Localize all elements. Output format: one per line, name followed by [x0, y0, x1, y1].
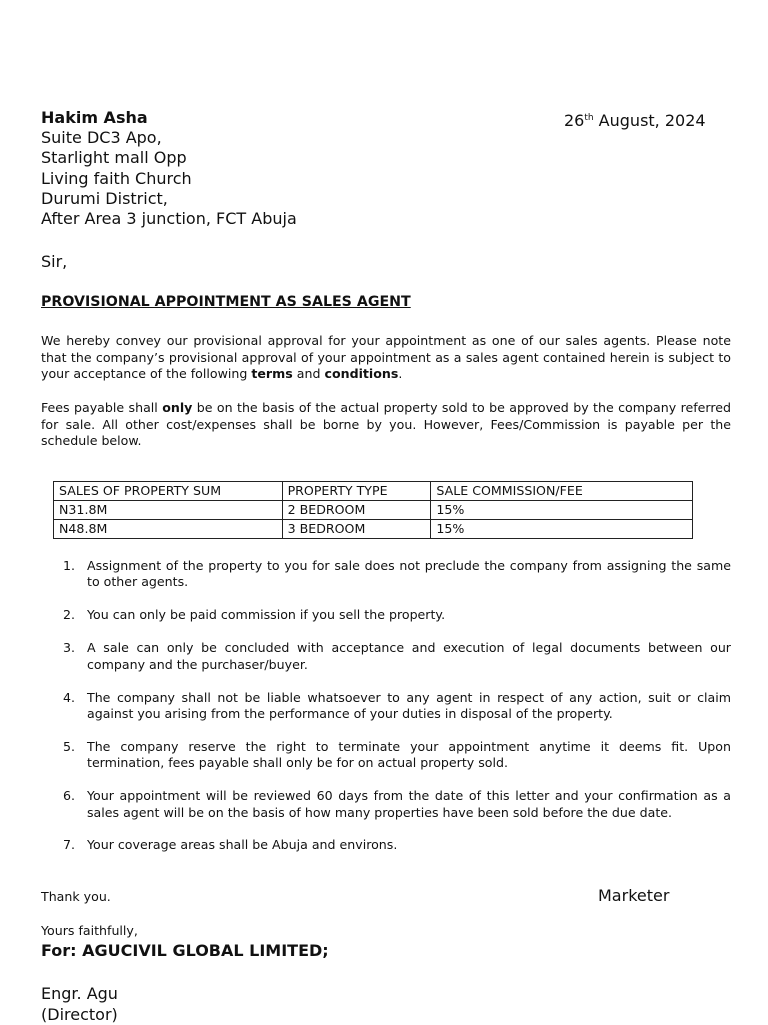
table-header-row [54, 482, 693, 501]
address-line: Starlight mall Opp [41, 148, 187, 168]
commission-table [53, 481, 693, 539]
table-cell: N31.8M [54, 501, 283, 520]
address-line: After Area 3 junction, FCT Abuja [41, 209, 297, 229]
letter-subject: PROVISIONAL APPOINTMENT AS SALES AGENT [41, 294, 411, 310]
company-name: For: AGUCIVIL GLOBAL LIMITED; [41, 941, 329, 960]
list-number: 6. [63, 788, 76, 804]
list-number: 5. [63, 738, 76, 754]
list-item: 6. Your appointment will be reviewed 60 days from the date of this letter and your confirmation as a sales agent will be on the basis of how many properties have been sold before the due date. [63, 788, 731, 820]
intro-paragraph: We hereby convey our provisional approval for your appointment as one of our sales agents. Please note that the company’s provisional approval of your appointment as a sales agent contained herein is subject to your acceptance of the following terms and conditions. [41, 333, 731, 381]
recipient-address-block [41, 108, 297, 229]
table-cell: 15% [431, 520, 693, 539]
table-cell: N48.8M [54, 520, 283, 539]
address-line: Living faith Church [41, 168, 192, 188]
table-header-cell: PROPERTY TYPE [282, 482, 431, 501]
signatory-name: Engr. Agu [41, 984, 118, 1003]
list-number: 2. [63, 607, 76, 623]
marketer-label: Marketer [598, 886, 670, 905]
address-line: Suite DC3 Apo, [41, 128, 162, 148]
closing-thanks: Thank you. [41, 889, 111, 904]
table-cell: 2 BEDROOM [282, 501, 431, 520]
list-item: 1. Assignment of the property to you for sale does not preclude the company from assigning the same to other agents. [63, 558, 731, 590]
address-line: Durumi District, [41, 188, 168, 208]
list-item: 3. A sale can only be concluded with acceptance and execution of legal documents between our company and the purchaser/buyer. [63, 640, 731, 672]
fees-paragraph: Fees payable shall only be on the basis of the actual property sold to be approved by the company referred for sale. All other cost/expenses shall be borne by you. However, Fees/Commission is payable per the schedule below. [41, 400, 731, 448]
table-header-cell: SALES OF PROPERTY SUM [54, 482, 283, 501]
table-header-cell: SALE COMMISSION/FEE [431, 482, 693, 501]
signatory-block [41, 983, 118, 1025]
signatory-title: (Director) [41, 1005, 118, 1024]
list-item: 5. The company reserve the right to terminate your appointment anytime it deems fit. Upon termination, fees payable shall only be for on actual property sold. [63, 738, 731, 771]
table-cell: 3 BEDROOM [282, 520, 431, 539]
list-item: 4. The company shall not be liable whatsoever to any agent in respect of any action, suit or claim against you arising from the performance of your duties in disposal of the property. [63, 689, 731, 721]
list-number: 3. [63, 640, 76, 656]
terms-list [41, 558, 731, 870]
list-number: 7. [63, 837, 76, 853]
letter-date: 26th August, 2024 [564, 111, 706, 130]
list-number: 1. [63, 558, 76, 573]
table-cell: 15% [431, 501, 693, 520]
salutation: Sir, [41, 252, 68, 271]
table-row [54, 501, 693, 520]
list-number: 4. [63, 689, 76, 705]
closing-yours: Yours faithfully, [41, 923, 138, 938]
recipient-name: Hakim Asha [41, 108, 148, 127]
list-item: 2. You can only be paid commission if you sell the property. [63, 607, 446, 623]
list-item: 7. Your coverage areas shall be Abuja and environs. [63, 837, 398, 853]
table-row [54, 520, 693, 539]
